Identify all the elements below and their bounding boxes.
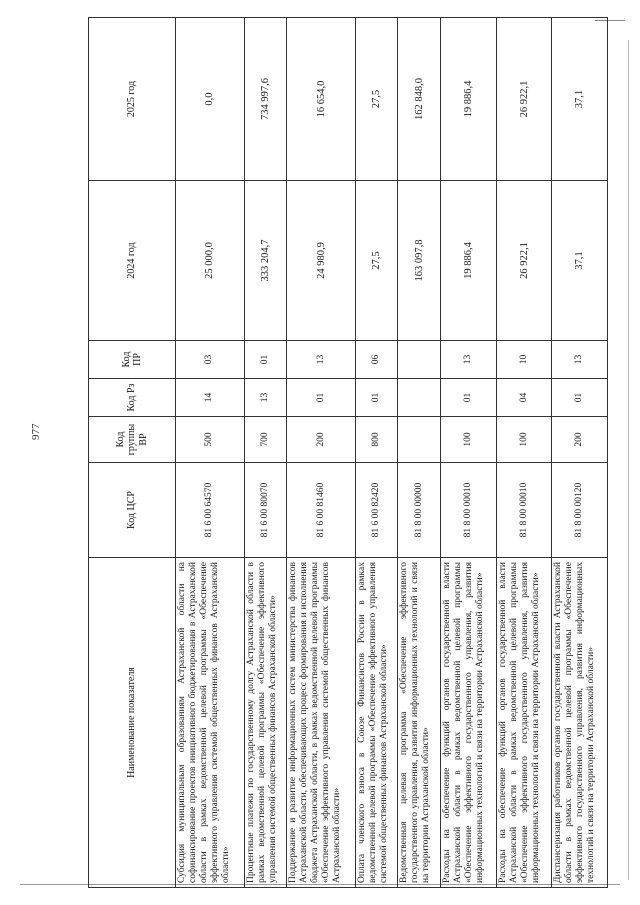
row-name: Расходы на обеспечение функций органов государственной власти Астраханской области в рамках ведомственной целевой программы «Обеспечение эффективного государственного управления, развития информационных технологий и связи на территории Астраханской области» (441, 558, 497, 888)
row-2025: 27,5 (355, 18, 398, 181)
row-2024: 26 922,1 (496, 181, 552, 341)
table-row (398, 18, 441, 888)
row-vr: 200 (287, 417, 356, 463)
row-csr: 81 8 00 00000 (398, 463, 441, 558)
row-2025: 26 922,1 (496, 18, 552, 181)
row-pr (398, 341, 441, 379)
row-rz: 14 (176, 379, 245, 417)
row-vr: 100 (496, 417, 552, 463)
row-vr (398, 417, 441, 463)
rotated-page (88, 18, 608, 888)
scan-edge-line (628, 40, 629, 880)
row-2024: 25 000,0 (176, 181, 245, 341)
table-row (176, 18, 245, 888)
row-name: Ведомственная целевая программа «Обеспечение эффективного государственного управления, развития информационных технологий и связи на территории Астраханской области» (398, 558, 441, 888)
row-rz (398, 379, 441, 417)
row-vr: 700 (244, 417, 287, 463)
row-pr: 06 (355, 341, 398, 379)
row-rz: 01 (355, 379, 398, 417)
row-name: Субсидия муниципальным образованиям Астраханской области на софинансирование проектов инициативного бюджетирования в Астраханской области в рамках ведомственной целевой программы «Обеспечение эффективного управления системой общественных финансов Астраханской области» (176, 558, 245, 888)
row-csr: 81 6 00 81460 (287, 463, 356, 558)
header-vr: Код группы ВР (89, 417, 176, 463)
row-rz: 01 (287, 379, 356, 417)
row-vr: 100 (441, 417, 497, 463)
header-name: Наименование показателя (89, 558, 176, 888)
row-csr: 81 6 00 64570 (176, 463, 245, 558)
row-2024: 24 980,9 (287, 181, 356, 341)
row-2024: 37,1 (552, 181, 608, 341)
row-rz: 01 (441, 379, 497, 417)
row-pr: 03 (176, 341, 245, 379)
header-csr: Код ЦСР (89, 463, 176, 558)
row-2024: 19 886,4 (441, 181, 497, 341)
row-2025: 19 886,4 (441, 18, 497, 181)
row-csr: 81 6 00 80070 (244, 463, 287, 558)
header-2025: 2025 год (89, 18, 176, 181)
row-rz: 01 (552, 379, 608, 417)
table-row (441, 18, 497, 888)
row-pr: 13 (441, 341, 497, 379)
row-pr: 13 (552, 341, 608, 379)
row-name: Расходы на обеспечение функций органов государственной власти Астраханской области в рамках ведомственной целевой программы «Обеспечение эффективного государственного управления, развития информационных технологий и связи на территории Астраханской области» (496, 558, 552, 888)
row-vr: 500 (176, 417, 245, 463)
row-csr: 81 8 00 00010 (441, 463, 497, 558)
row-csr: 81 6 00 82420 (355, 463, 398, 558)
row-pr: 01 (244, 341, 287, 379)
header-rz: Код Рз (89, 379, 176, 417)
row-rz: 04 (496, 379, 552, 417)
row-pr: 10 (496, 341, 552, 379)
row-name: Диспансеризация работников органов государственной власти Астраханской области в рамках ведомственной целевой программы «Обеспечение эффективного государственного управления, развития информационных технологий и связи на территории Астраханской области» (552, 558, 608, 888)
row-2025: 734 997,6 (244, 18, 287, 181)
row-2024: 333 204,7 (244, 181, 287, 341)
row-2025: 37,1 (552, 18, 608, 181)
table-header-row (89, 18, 176, 888)
row-2025: 16 654,0 (287, 18, 356, 181)
row-2024: 163 097,8 (398, 181, 441, 341)
row-vr: 200 (552, 417, 608, 463)
table-row (552, 18, 608, 888)
table-row (244, 18, 287, 888)
row-name: Поддержание и развитие информационных систем министерства финансов Астраханской области, обеспечивающих процесс формирования и исполнения бюджета Астраханской области, в рамках ведомственной целевой программы «Обеспечение эффективного управления системой общественных финансов Астраханской области» (287, 558, 356, 888)
row-pr: 13 (287, 341, 356, 379)
row-name: Процентные платежи по государственному долгу Астраханской области в рамках ведомственной целевой программы «Обеспечение эффективного управления системой общественных финансов Астраханской области» (244, 558, 287, 888)
table-row (355, 18, 398, 888)
row-vr: 800 (355, 417, 398, 463)
row-csr: 81 8 00 00010 (496, 463, 552, 558)
row-2025: 162 848,0 (398, 18, 441, 181)
header-2024: 2024 год (89, 181, 176, 341)
header-pr: Код ПР (89, 341, 176, 379)
row-rz: 13 (244, 379, 287, 417)
row-2024: 27,5 (355, 181, 398, 341)
row-name: Оплата членского взноса в Союзе Финансистов России в рамках ведомственной целевой программы «Обеспечение эффективного управления системой общественных финансов Астраханской области» (355, 558, 398, 888)
table-row (287, 18, 356, 888)
page-number: 977 (30, 423, 42, 440)
row-csr: 81 8 00 00120 (552, 463, 608, 558)
row-2025: 0,0 (176, 18, 245, 181)
budget-table (88, 17, 608, 888)
table-row (496, 18, 552, 888)
